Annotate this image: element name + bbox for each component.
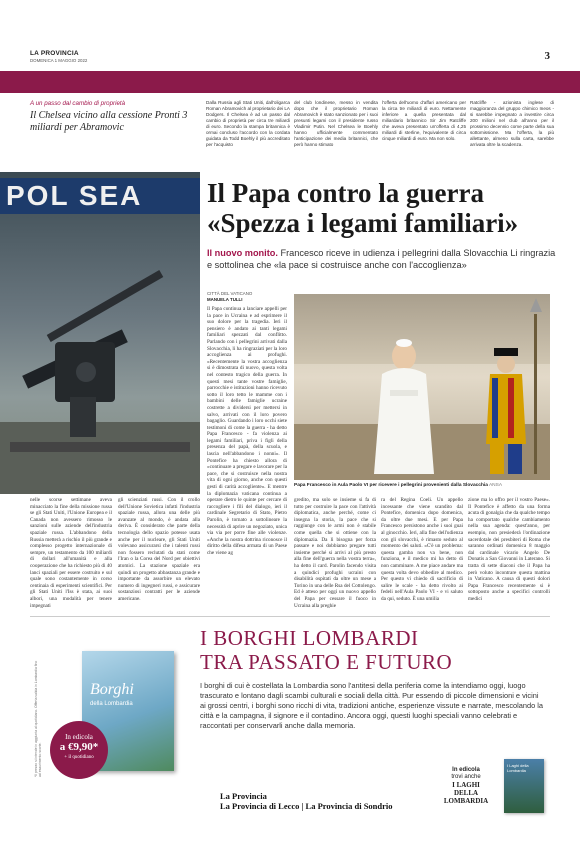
byline-author: MANUELA TULLI bbox=[207, 297, 243, 302]
price-line-2: a €9,90* bbox=[59, 741, 99, 753]
right-line-4: DELLA LOMBARDIA bbox=[443, 789, 489, 805]
publishers-line bbox=[220, 791, 393, 811]
byline-place: CITTÀ DEL VATICANO bbox=[207, 291, 253, 296]
byline bbox=[207, 291, 287, 303]
publisher-row bbox=[220, 801, 393, 811]
book-subtitle: della Lombardia bbox=[90, 701, 133, 707]
right-line-1: In edicola bbox=[452, 767, 480, 773]
gun-illustration bbox=[0, 232, 200, 494]
pope-photo bbox=[294, 294, 550, 480]
masthead bbox=[30, 50, 550, 70]
article-col-lower-1: nelle scorse settimane aveva minacciato la fine della missione russa se gli Stati Uniti, l'Unione Europea e il Canada non avessero rimosso le sanzioni sulle aziende dell'industria spaziale russa. L'abbandono della Russia metterà a rischio il più grande e complesso progetto internazionale di sempre, un testamento da 100 miliardi di dollari all'umanità e alla cooperazione che ha richiesto più di 40 lanci spaziali per essere costruito e sul quale sono costantemente in corso centinaia di esperimenti scientifici. Per gli Stati Uniti l'Iss è stata, ai suoi albori, una modalità per tenere impegnati bbox=[30, 497, 112, 609]
ad-title-2: TRA PASSATO E FUTURO bbox=[200, 650, 453, 674]
issue-date: DOMENICA 1 MAGGIO 2022 bbox=[30, 58, 88, 63]
chelsea-col-1: Dalla Russia agli Stati Uniti, dall'oligarca Roman Abramovich al proprietario dei LA Dodgers. Il Chelsea è ad un passo dal cambio di proprietà per circa tre miliardi di euro. Secondo la stampa britannica è ormai concluso l'accordo con la cordata guidata da Todd Boehly il più accreditato per l'acquisto bbox=[206, 100, 290, 147]
chelsea-brief bbox=[30, 100, 554, 162]
ship-banner-text: POL SEA bbox=[6, 180, 143, 211]
price-line-1: In edicola bbox=[65, 733, 93, 741]
pope-illustration bbox=[294, 294, 550, 480]
price-line-3: + il quotidiano bbox=[64, 755, 94, 760]
publisher-separator: | bbox=[301, 801, 304, 811]
subhead-text: Francesco riceve in udienza i pellegrini dalla Slovacchia Li ringrazia e sottolinea che «la pace si costruisce anche con l'accoglienza» bbox=[207, 248, 556, 270]
publisher-1: La Provincia bbox=[220, 791, 267, 801]
headline-line-2: «Spezza i legami familiari» bbox=[207, 208, 519, 238]
ad-right-book bbox=[504, 759, 544, 813]
caption-credit: ANSA bbox=[488, 483, 503, 488]
right-book-title: I Laghi della Lombardia bbox=[507, 763, 529, 773]
book-title: Borghi bbox=[90, 681, 134, 698]
caption-text: Papa Francesco in Aula Paolo VI per ricevere i pellegrini provenienti dalla Slovacchia bbox=[294, 483, 488, 488]
chelsea-headline: Il Chelsea vicino alla cessione Pronti 3 miliardi per Abramovic bbox=[30, 110, 188, 133]
article-col-a: Il Papa continua a lanciare appelli per la pace in Ucraina e ad esprimere il suo dolore per la tragedia. Ieri il pensiero è andato ai tanti legami familiari spezzati dal conflitto. Parlando con i pellegrini arrivati dalla Slovacchia, li ha ringraziati per la loro accoglienza ai profughi. «Recentemente la vostra accoglienza si è dimostrata di nuovo, questa volta nel contesto tragico della guerra. In questi mesi tante vostre famiglie, parrocchie e istituzioni hanno ricevuto sotto il loro tetto le mamme con i bambini delle famiglie ucraine costrette a dividersi per mettersi in salvo, arrivati con il loro povero bagaglio. Guardando i loro occhi siete testimoni di come la guerra - ha detto Papa Francesco - fa violenza ai legami familiari, priva i figli della presenza del papà, della scuola, e lascia nell'abbandono i nonni». Il Pontefice ha chiesto allora di «continuare a pregare e lavorare per la pace, che si costruisce nella nostra vita di ogni giorno, anche con questi gesti di carità accogliente». E mentre la diplomazia vaticana continua a operare dietro le quinte per cercare di raccogliere i fili del dialogo, ieri il cardinale Segretario di Stato, Pietro Parolin, è tornato a sottolineare la necessità di aprire un negoziato, unica via via per porre fine alle violenze. «Anche la nostra dottrina riconosce il diritto della difesa armata di un Paese che viene ag bbox=[207, 306, 287, 556]
machine-gun-photo bbox=[0, 172, 200, 494]
chelsea-col-2: del club londinese, messo in vendita dopo che il proprietario Roman Abramovich è stato sanzionato per i suoi presunti legami con il presidente russo Vladimir Putin. Nel Chelsea le Boehly hanno ufficialmente commentato l'anticipazione dei media britannici, che però hanno stimato bbox=[294, 100, 378, 147]
article-col-lower-5: zione ma lo offro per il vostro Paese». Il Pontefice è affetto da una forma acuta di gonalgia che da qualche tempo ha comportato qualche cambiamento nella sua agenda: quest'anno, per esempio, non presiederà l'ordinazione sacerdotale dei presbiteri di Roma che saranno ordinati domenica 8 maggio dal cardinale vicario Angelo De Donatis a San Giovanni in Laterano. Si tratta di sette diaconi che il Papa ha però voluto incontrare questa mattina in Vaticano. A causa di questi dolori Papa Francesco recentemente si è sottoposto anche a specifici controlli medici bbox=[468, 497, 550, 602]
main-headline bbox=[207, 178, 567, 238]
page-number: 3 bbox=[544, 50, 550, 62]
ad-fine-print: *Il prezzo si intende in aggiunta al quotidiano. Offerta valida in Lombardia fino ad esaurimento scorte. bbox=[34, 660, 42, 777]
ad-body: I borghi di cui è costellata la Lombardia sono l'antitesi della periferia come la intendiamo oggi, luogo trascurato e lontano dagli scambi culturali e sociali della città. Pur essendo di piccole dimensioni e vicini ai grossi centri, i borghi sono ricchi di vita, tradizioni antiche, esperienze vissute e narrate, mescolando la città e la campagna, il signore e il contadino. Ancora oggi, questi luoghi speciali vanno celebrati e raccontati per conservarli anche dalla memoria. bbox=[200, 681, 544, 730]
price-badge bbox=[50, 721, 108, 779]
ad-box bbox=[30, 616, 550, 820]
ad-right-text bbox=[434, 767, 498, 805]
chelsea-col-4: Ratcliffe - azionista inglese di maggioranza del gruppo chimico Ineos - si sarebbe impegnato a investire circa 200 milioni nel club all'anno per il prossimo decennio come parte della sua sottomissione. Ma l'offerta, la più allettante, almeno sulla carta, sarebbe arrivata oltre la scadenza. bbox=[470, 100, 554, 147]
right-line-2: trovi anche bbox=[451, 774, 481, 780]
publisher-3: La Provincia di Sondrio bbox=[305, 801, 393, 811]
photo-caption bbox=[294, 483, 550, 489]
headline-line-1: Il Papa contro la guerra bbox=[207, 178, 484, 208]
subhead bbox=[207, 247, 557, 271]
subhead-lead: Il nuovo monito. bbox=[207, 248, 278, 258]
paper-name: LA PROVINCIA bbox=[30, 50, 79, 57]
right-line-3: I LAGHI bbox=[452, 781, 480, 789]
article-col-lower-4: ra del Regina Coeli. Un appello incessante che viene scandito dal Pontefice, domenica dopo domenica, da oltre due mesi. E per Papa Francesco persistono anche i suoi guai al ginocchio. Ieri, alla fine dell'udienza con gli slovacchi, è rimasto seduto al momento dei saluti. «C'è un problema: questa gamba non va bene, non funziona, e il medico mi ha detto di non camminare. A me piace andare ma questa volta devo obbedire al medico. Per questo vi chiedo di sacrificio di salire le scale - ha detto rivolto ai fedeli nell'Aula Paolo VI - e vi saluto da qui, seduto. È una umilia bbox=[381, 497, 463, 602]
chelsea-col-3: l'offerta dell'uomo d'affari americano per la circa tre miliardi di euro. Nettamente inferiore a quella presentata dal miliardario britannico Sir Jim Ratcliffe che aveva presentato un'offerta di 4,25 miliardi di sterline, l'equivalente di circa cinque miliardi di euro. Ma non solo. bbox=[382, 100, 466, 141]
ad-title-1: I BORGHI LOMBARDI bbox=[200, 626, 419, 650]
publisher-2: La Provincia di Lecco bbox=[220, 801, 300, 811]
article-col-lower-3: gredito, ma solo se insieme si fa di tutto per costruire la pace con l'attività diplomatica, anche perché, come ci insegna la storia, la pace che si raggiunge con le armi non è stabile come quella che si ottiene con la diplomazia. Da lì bisogna per forza passare e noi dobbiamo pregare tutti insieme perché si arrivi al più presto alla fine dell'guerra nella vostra terra», ha detto il card. Parolin facendo visita a quindici profughi ucraini con disabilità ospitati da oltre un mese a Torino in una delle Rsa del Cottolengo. Ed è atteso per oggi un nuovo appello del Papa per cessare il fuoco in Ucraina alla preghie bbox=[294, 497, 376, 609]
top-band bbox=[0, 71, 580, 93]
chelsea-kicker: A un passo dal cambio di proprietà bbox=[30, 100, 126, 107]
article-col-lower-2: gli scienziati russi. Con il crollo dell'Unione Sovietica infatti l'industria spaziale russa, allora una delle più avanzate al mondo, è andata alla deriva. È considerato che parte della tecnologia dello spazio potesse usata anche per il nucleare, gli Stati Uniti volevano assicurarsi che i talenti russi non fossero reclutati da stati come l'Iran o la Corea del Nord per obiettivi atomici. La stazione spaziale era quindi un progetto abbastanza grande e importante da assorbire un elevato numero di ingegneri russi, e assicurare sostanziosi contratti per le aziende americane. bbox=[118, 497, 200, 602]
